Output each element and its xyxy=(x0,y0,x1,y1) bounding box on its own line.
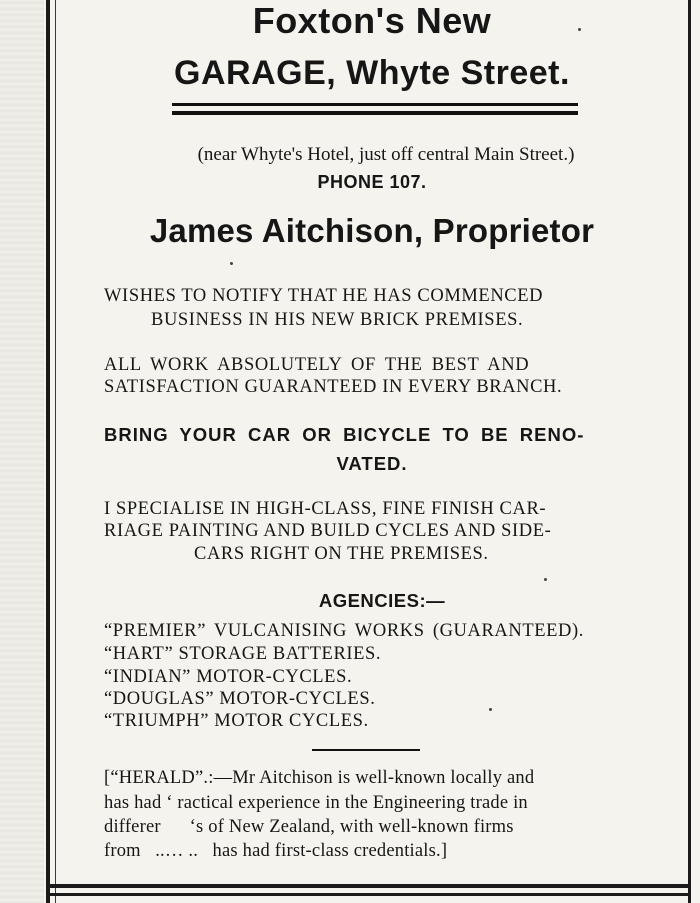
herald-line-1: [“HERALD”.:—Mr Aitchison is well-known locally and xyxy=(104,768,535,788)
herald-line-4: from ..… .. has had first-class credentials.] xyxy=(104,841,448,861)
guarantee-line-2: SATISFACTION GUARANTEED IN EVERY BRANCH. xyxy=(104,377,563,397)
phone-number: PHONE 107. xyxy=(317,172,427,192)
agency-item: “PREMIER” VULCANISING WORKS (GUARANTEED). xyxy=(104,621,584,641)
heading-line-2: GARAGE, Whyte Street. xyxy=(174,54,570,92)
left-inner-rule xyxy=(55,0,56,903)
notice-line-2: BUSINESS IN HIS NEW BRICK PREMISES. xyxy=(151,310,524,330)
left-border-rule xyxy=(46,0,50,903)
proprietor-name: James Aitchison, Proprietor xyxy=(149,212,595,249)
herald-line-3: differer ‘s of New Zealand, with well-known firms xyxy=(104,817,514,837)
agency-item: “DOUGLAS” MOTOR-CYCLES. xyxy=(104,689,376,709)
renovate-line-1: BRING YOUR CAR OR BICYCLE TO BE RENO- xyxy=(104,424,585,445)
agency-item: “INDIAN” MOTOR-CYCLES. xyxy=(104,667,353,687)
print-speckle xyxy=(230,262,233,265)
specialise-line-1: I SPECIALISE IN HIGH-CLASS, FINE FINISH CAR- xyxy=(104,499,547,519)
print-speckle xyxy=(544,578,547,581)
print-speckle xyxy=(489,708,492,711)
agency-item: “TRIUMPH” MOTOR CYCLES. xyxy=(104,711,369,731)
heading-line-1: Foxton's New xyxy=(252,0,492,41)
agency-item: “HART” STORAGE BATTERIES. xyxy=(104,644,382,664)
bottom-border-rule-2 xyxy=(46,893,691,896)
renovate-line-2: VATED. xyxy=(336,453,408,474)
page-margin xyxy=(0,0,44,903)
herald-line-2: has had ʻ ractical experience in the Engineering trade in xyxy=(104,793,528,813)
specialise-line-2: RIAGE PAINTING AND BUILD CYCLES AND SIDE- xyxy=(104,521,552,541)
print-speckle xyxy=(578,28,581,31)
location-note: (near Whyte's Hotel, just off central Main Street.) xyxy=(197,144,575,165)
right-border-rule xyxy=(688,0,691,903)
notice-line-1: WISHES TO NOTIFY THAT HE HAS COMMENCED xyxy=(104,286,544,306)
heading-double-rule xyxy=(172,103,578,115)
agencies-heading: AGENCIES:— xyxy=(318,590,446,611)
specialise-line-3: CARS RIGHT ON THE PREMISES. xyxy=(194,544,489,564)
section-divider xyxy=(312,749,420,751)
bottom-border-rule xyxy=(46,884,691,888)
guarantee-line-1: ALL WORK ABSOLUTELY OF THE BEST AND xyxy=(104,355,530,375)
